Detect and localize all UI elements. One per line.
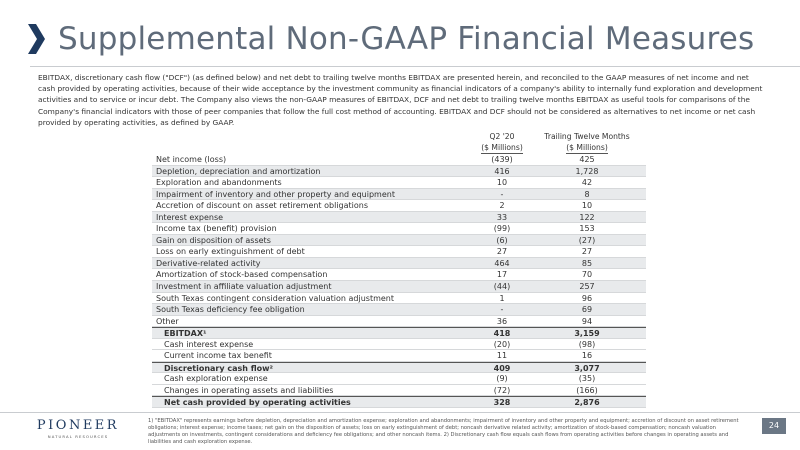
row-label: Changes in operating assets and liabilities xyxy=(164,385,334,395)
row-value-ttm: 257 xyxy=(579,282,595,292)
row-value-q2: (9) xyxy=(496,374,508,384)
row-value-q2: 1 xyxy=(499,293,505,303)
row-value-q2: 464 xyxy=(494,258,510,268)
row-value-ttm: 2,876 xyxy=(574,398,600,408)
row-value-q2: (20) xyxy=(493,339,511,349)
reconciliation-table xyxy=(152,131,646,408)
row-value-q2: 328 xyxy=(493,398,511,408)
row-value-q2: 33 xyxy=(496,212,508,222)
table-row xyxy=(152,385,646,397)
intro-paragraph: EBITDAX, discretionary cash flow ("DCF") (as defined below) and net debt to trailing twelve months EBITDAX are presented herein, and reconciled to the GAAP measures of net income and net cash provided by operating activities, because of their wide acceptance by the investment community as financial indicators of a company's ability to internally fund exploration and development activities and to service or incur debt. The Company also views the non-GAAP measures of EBITDAX, DCF and net debt to trailing twelve months EBITDAX as useful tools for comparisons of the Company's financial indicators with those of peer companies that follow the full cost method of accounting. EBITDAX and DCF should not be considered as alternatives to net income or net cash provided by operating activities, as defined by GAAP. xyxy=(38,73,763,127)
table-row xyxy=(152,189,646,201)
table-row xyxy=(152,304,646,316)
company-logo xyxy=(30,418,126,439)
row-value-q2: 17 xyxy=(496,270,508,280)
row-value-q2: 2 xyxy=(499,201,505,211)
row-label: Investment in affiliate valuation adjustment xyxy=(156,282,332,292)
row-value-ttm: 85 xyxy=(581,258,593,268)
row-value-q2: 10 xyxy=(496,178,508,188)
table-row xyxy=(152,281,646,293)
row-value-ttm: (27) xyxy=(578,235,596,245)
row-label: Depletion, depreciation and amortization xyxy=(156,166,321,176)
row-value-ttm: 3,077 xyxy=(574,363,600,373)
row-value-ttm: 27 xyxy=(581,247,593,257)
table-row xyxy=(152,293,646,305)
table-row xyxy=(152,269,646,281)
row-value-ttm: 16 xyxy=(581,351,593,361)
row-label: EBITDAX¹ xyxy=(164,329,207,339)
row-label: Cash interest expense xyxy=(164,339,254,349)
row-label: Interest expense xyxy=(156,212,224,222)
row-value-q2: (6) xyxy=(496,235,508,245)
logo-sub: NATURAL RESOURCES xyxy=(47,434,109,439)
table-row xyxy=(152,166,646,178)
col-ttm-header-line1: Trailing Twelve Months xyxy=(544,132,630,141)
row-value-ttm: 94 xyxy=(581,316,593,326)
table-row xyxy=(152,200,646,212)
table-row xyxy=(152,327,646,339)
row-label: Exploration and abandonments xyxy=(156,178,282,188)
row-value-q2: (439) xyxy=(491,155,513,164)
table-row xyxy=(152,212,646,224)
row-value-ttm: 1,728 xyxy=(575,166,599,176)
table-row xyxy=(152,373,646,385)
footer-divider xyxy=(0,412,800,413)
table-row xyxy=(152,396,646,408)
page-number: 24 xyxy=(762,418,786,434)
row-value-q2: - xyxy=(500,305,504,315)
row-value-q2: (99) xyxy=(493,224,511,234)
row-label: Income tax (benefit) provision xyxy=(156,224,277,234)
row-value-q2: 11 xyxy=(496,351,508,361)
row-label: Amortization of stock-based compensation xyxy=(156,270,328,280)
table-row xyxy=(152,362,646,374)
col-q2-header xyxy=(468,131,536,154)
row-value-q2: (72) xyxy=(493,385,511,395)
chevron-right-icon xyxy=(26,24,46,54)
row-value-q2: 416 xyxy=(494,166,510,176)
title-bar xyxy=(26,14,754,64)
row-value-ttm: 122 xyxy=(579,212,595,222)
row-value-q2: 36 xyxy=(496,316,508,326)
table-row xyxy=(152,316,646,328)
col-ttm-header-line2: ($ Millions) xyxy=(566,143,608,152)
row-label: Impairment of inventory and other property and equipment xyxy=(156,189,395,199)
table-row xyxy=(152,154,646,166)
row-value-ttm: (166) xyxy=(576,385,598,395)
row-label: Net cash provided by operating activities xyxy=(164,398,351,408)
row-value-ttm: 10 xyxy=(581,201,593,211)
row-label: South Texas contingent consideration valuation adjustment xyxy=(156,293,395,303)
row-value-ttm: 70 xyxy=(581,270,593,280)
footnotes: 1) "EBITDAX" represents earnings before depletion, depreciation and amortization expense; exploration and abandonments; impairment of inventory and other property and equipment; accretion of discount on asset retirement obligations; interest expense; income taxes; net gain on the disposition of assets; loss on early extinguishment of debt; noncash derivative related activity; amortization of stock-based compensation; noncash valuation adjustments on investments, contingent considerations and deficiency fee obligations; and other noncash items. 2) Discretionary cash flow equals cash flows from operating activities before changes in operating assets and liabilities and cash exploration expense. xyxy=(148,418,739,445)
table-row xyxy=(152,258,646,270)
row-label: Gain on disposition of assets xyxy=(156,235,271,245)
row-value-q2: 409 xyxy=(493,363,511,373)
row-value-ttm: 153 xyxy=(579,224,595,234)
row-value-ttm: (98) xyxy=(578,339,596,349)
row-value-ttm: 425 xyxy=(579,155,595,164)
logo-main: PIONEER xyxy=(36,418,120,433)
table-row xyxy=(152,177,646,189)
col-q2-header-line2: ($ Millions) xyxy=(481,143,523,152)
table-row xyxy=(152,350,646,362)
row-value-ttm: 3,159 xyxy=(574,329,600,339)
row-label: Loss on early extinguishment of debt xyxy=(156,247,305,257)
row-value-ttm: 96 xyxy=(581,293,593,303)
row-label: South Texas deficiency fee obligation xyxy=(156,305,305,315)
table-row xyxy=(152,223,646,235)
row-label: Accretion of discount on asset retirement obligations xyxy=(156,201,368,211)
row-value-ttm: 42 xyxy=(581,178,593,188)
header-divider xyxy=(30,66,800,67)
table-header xyxy=(152,131,646,154)
col-ttm-header xyxy=(532,131,642,154)
row-label: Net income (loss) xyxy=(156,155,227,164)
table-row xyxy=(152,235,646,247)
row-label: Other xyxy=(156,316,179,326)
row-value-ttm: (35) xyxy=(578,374,596,384)
page-title: Supplemental Non-GAAP Financial Measures xyxy=(58,21,755,57)
row-value-ttm: 8 xyxy=(584,189,590,199)
table-row xyxy=(152,246,646,258)
row-value-q2: (44) xyxy=(493,282,511,292)
row-label: Derivative-related activity xyxy=(156,258,261,268)
table-row xyxy=(152,339,646,351)
col-q2-header-line1: Q2 '20 xyxy=(489,132,515,141)
row-value-ttm: 69 xyxy=(581,305,593,315)
row-value-q2: - xyxy=(500,189,504,199)
row-label: Current income tax benefit xyxy=(164,351,272,361)
row-value-q2: 27 xyxy=(496,247,508,257)
row-value-q2: 418 xyxy=(493,329,511,339)
table-body xyxy=(152,154,646,408)
row-label: Cash exploration expense xyxy=(164,374,268,384)
row-label: Discretionary cash flow² xyxy=(164,363,274,373)
